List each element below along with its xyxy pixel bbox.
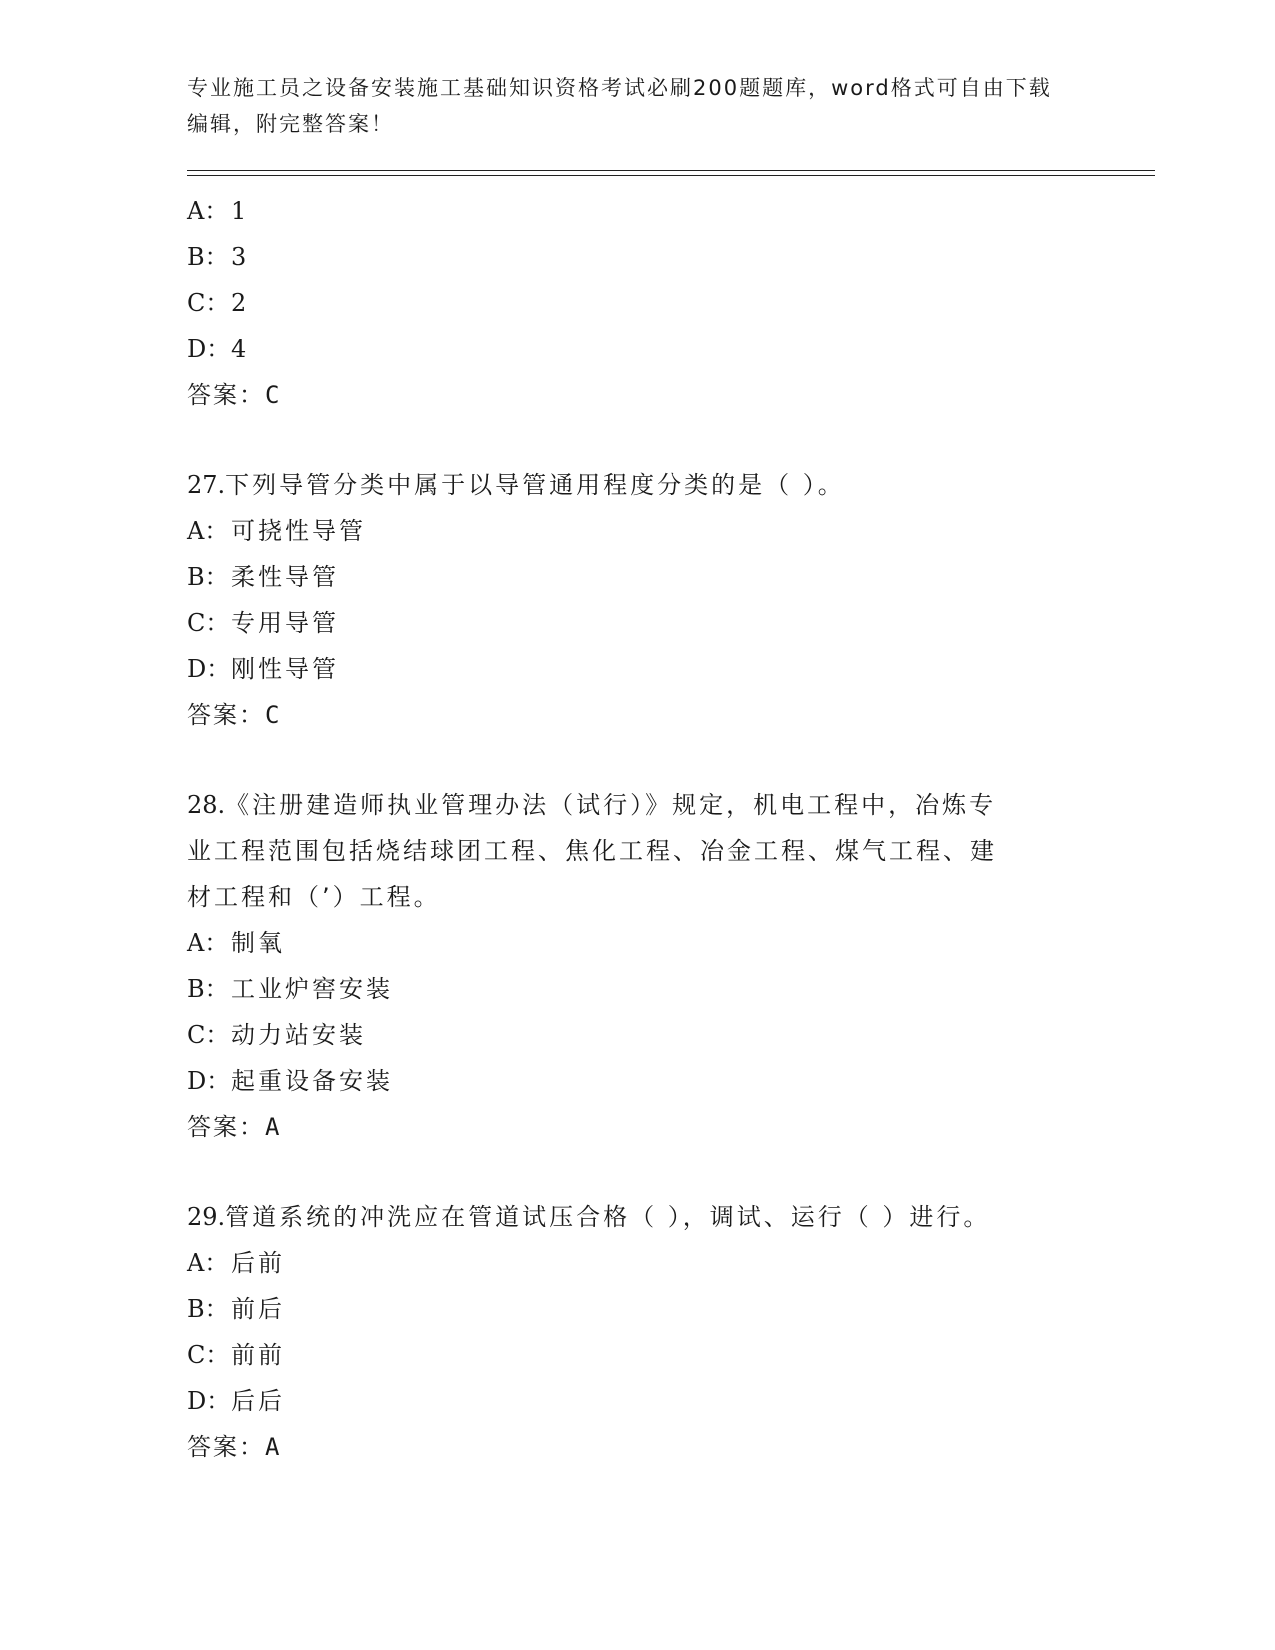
spacer (187, 418, 1067, 462)
header-rule-top (187, 170, 1155, 171)
answer-value: C (265, 381, 283, 409)
question-block-28 (187, 782, 1067, 1150)
option-d (187, 646, 1067, 692)
option-text: 前前 (231, 1341, 285, 1369)
option-letter: B： (187, 563, 229, 591)
question-text: 下列导管分类中属于以导管通用程度分类的是（ ）。 (225, 471, 845, 499)
option-letter: C： (187, 609, 230, 637)
question-text-continued: 业工程范围包括烧结球团工程、焦化工程、冶金工程、煤气工程、建 (187, 837, 997, 865)
option-letter: D： (187, 1387, 231, 1415)
question-text: 管道系统的冲洗应在管道试压合格（ ），调试、运行（ ）进行。 (225, 1203, 991, 1231)
option-c (187, 280, 1067, 326)
option-text: 1 (231, 197, 247, 225)
option-b (187, 1286, 1067, 1332)
question-text-continued: 材工程和（’）工程。 (187, 883, 441, 911)
question-number: 29. (187, 1203, 226, 1231)
option-d (187, 1378, 1067, 1424)
option-letter: C： (187, 1341, 230, 1369)
option-c (187, 1012, 1067, 1058)
answer-label: 答案： (187, 381, 265, 409)
option-letter: A： (187, 1249, 229, 1277)
option-letter: A： (187, 929, 229, 957)
document-header: 专业施工员之设备安装施工基础知识资格考试必刷200题题库，word格式可自由下载编辑，附完整答案！ (187, 76, 1052, 136)
question-list (187, 188, 1067, 1470)
option-text: 前后 (231, 1295, 285, 1323)
question-block-prev (187, 188, 1067, 418)
option-letter: B： (187, 243, 229, 271)
spacer (187, 1150, 1067, 1194)
option-letter: B： (187, 975, 229, 1003)
option-a (187, 920, 1067, 966)
answer-value: A (265, 1113, 283, 1141)
option-a (187, 188, 1067, 234)
option-text: 4 (231, 335, 247, 363)
option-a (187, 1240, 1067, 1286)
option-letter: A： (187, 517, 229, 545)
option-text: 制氧 (231, 929, 285, 957)
spacer (187, 738, 1067, 782)
question-stem (187, 782, 1067, 828)
answer-line (187, 1424, 1067, 1470)
option-text: 刚性导管 (231, 655, 339, 683)
option-text: 3 (231, 243, 247, 271)
option-d (187, 1058, 1067, 1104)
option-letter: D： (187, 1067, 231, 1095)
option-c (187, 600, 1067, 646)
option-letter: C： (187, 289, 230, 317)
question-number: 27. (187, 471, 226, 499)
option-text: 起重设备安装 (231, 1067, 393, 1095)
option-letter: B： (187, 1295, 229, 1323)
question-block-29 (187, 1194, 1067, 1470)
option-text: 可挠性导管 (231, 517, 366, 545)
option-text: 专用导管 (231, 609, 339, 637)
option-letter: C： (187, 1021, 230, 1049)
option-text: 柔性导管 (231, 563, 339, 591)
option-c (187, 1332, 1067, 1378)
question-number: 28. (187, 791, 226, 819)
option-text: 工业炉窖安装 (231, 975, 393, 1003)
option-text: 动力站安装 (231, 1021, 366, 1049)
option-letter: A： (187, 197, 229, 225)
answer-label: 答案： (187, 701, 265, 729)
question-stem (187, 462, 1067, 508)
option-d (187, 326, 1067, 372)
answer-value: A (265, 1433, 283, 1461)
answer-line (187, 372, 1067, 418)
option-b (187, 554, 1067, 600)
question-stem (187, 1194, 1067, 1240)
header-rule-bottom (187, 175, 1155, 176)
option-a (187, 508, 1067, 554)
question-block-27 (187, 462, 1067, 738)
option-letter: D： (187, 335, 231, 363)
option-text: 后前 (231, 1249, 285, 1277)
answer-line (187, 692, 1067, 738)
option-text: 后后 (231, 1387, 285, 1415)
option-letter: D： (187, 655, 231, 683)
question-text: 《注册建造师执业管理办法（试行）》规定，机电工程中，冶炼专 (225, 791, 997, 819)
answer-line (187, 1104, 1067, 1150)
answer-label: 答案： (187, 1113, 265, 1141)
answer-label: 答案： (187, 1433, 265, 1461)
option-b (187, 966, 1067, 1012)
answer-value: C (265, 701, 283, 729)
option-text: 2 (231, 289, 247, 317)
option-b (187, 234, 1067, 280)
